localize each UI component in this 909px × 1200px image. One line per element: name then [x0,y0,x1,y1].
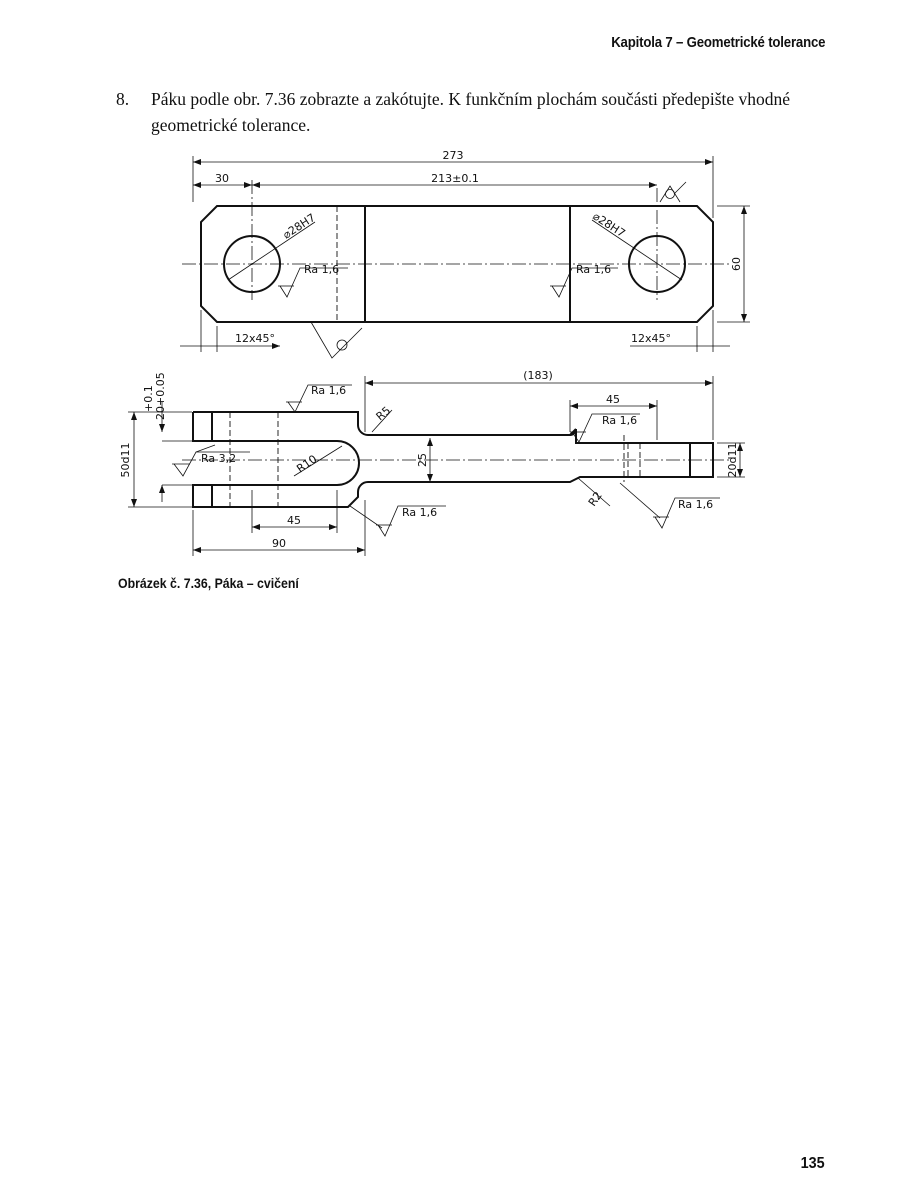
roughness-label-left: Ra 1,6 [304,263,340,276]
dim-left-90: 90 [272,537,286,550]
chapter-header: Kapitola 7 – Geometrické tolerance [610,34,825,51]
roughness-bottom: Ra 1,6 [402,506,438,519]
dim-hole-spacing: 213±0.1 [431,172,479,185]
machining-symbol-icon [660,186,680,202]
front-view [128,376,745,556]
dim-overall-length: 273 [442,149,464,162]
radius-r2: R2 [585,489,605,509]
dim-fork-height: 50d11 [119,442,132,478]
dim-shaft-height: 25 [416,453,429,467]
machining-symbol-icon [311,322,362,358]
top-view [180,156,750,358]
dim-end-height: 20d11 [726,442,739,478]
dim-left-45: 45 [287,514,301,527]
radius-r10: R10 [294,452,320,476]
chamfer-right: 12x45° [630,332,672,345]
dim-height: 60 [730,257,743,271]
hole-diameter-left: ⌀28H7 [280,211,318,242]
exercise-block [116,86,828,138]
roughness-slot-top: Ra 1,6 [311,384,347,397]
roughness-fork: Ra 3,2 [201,452,237,465]
dim-length-reference: (183) [523,369,553,382]
exercise-number: 8. [116,89,130,109]
top-view-labels [215,149,743,345]
technical-drawing [100,140,780,565]
radius-r5: R5 [373,403,394,424]
dim-tolerance-upper: +0.1 [142,385,155,412]
roughness-right-bottom: Ra 1,6 [678,498,714,511]
figure-caption: Obrázek č. 7.36, Páka – cvičení [118,575,299,591]
dim-right-45: 45 [606,393,620,406]
front-view-labels [119,369,739,550]
roughness-label-right: Ra 1,6 [576,263,612,276]
dim-left-offset: 30 [215,172,229,185]
hole-diameter-right: ⌀28H7 [590,209,628,241]
chamfer-left: 12x45° [234,332,276,345]
dim-slot-width: 20+0.05 [154,372,167,420]
roughness-right-top: Ra 1,6 [602,414,638,427]
page-number: 135 [800,1155,825,1172]
exercise-text: Páku podle obr. 7.36 zobrazte a zakótujte. K funkčním plochám součásti předepište vhodné geometrické tolerance. [151,89,791,135]
